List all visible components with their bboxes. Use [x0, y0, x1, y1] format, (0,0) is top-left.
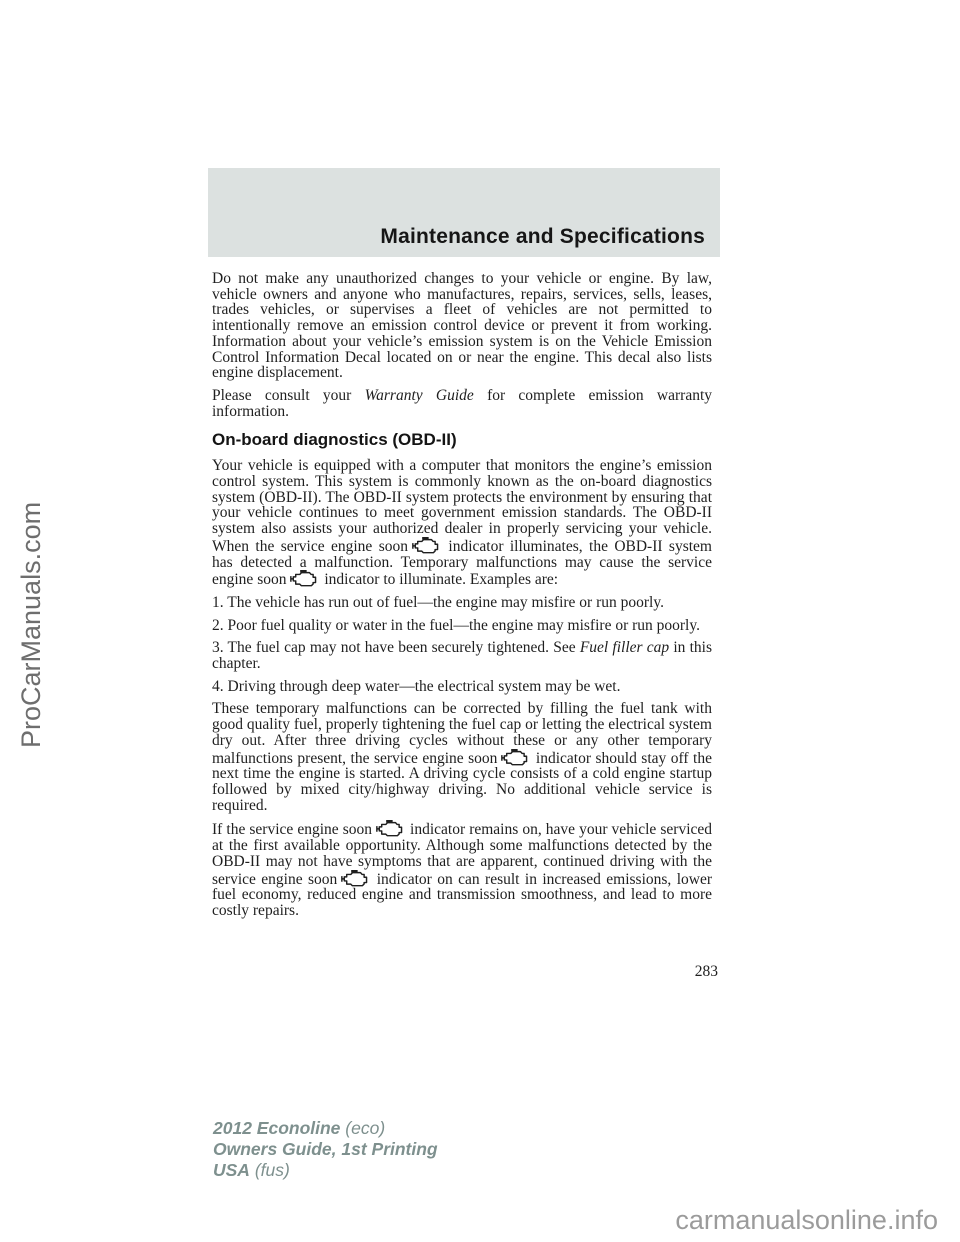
text-run: indicator should stay off the next time the engine is started. A driving cycle consists of a cold engine startup followed by mixed city/highway driving. No additional vehicle service is required. — [212, 749, 712, 814]
footer-region-code: (fus) — [254, 1160, 290, 1180]
text-run: If the service engine soon — [212, 821, 372, 839]
footer-model-code: (eco) — [345, 1118, 386, 1138]
page-number: 283 — [694, 963, 718, 980]
chapter-title: Maintenance and Specifications — [380, 225, 705, 248]
print-footer — [213, 1118, 438, 1181]
page-content — [212, 271, 712, 926]
paragraph — [212, 458, 712, 588]
text-run: On-board diagnostics (OBD-II) — [212, 430, 457, 450]
footer-model: 2012 Econoline — [213, 1118, 341, 1138]
text-run: 1. The vehicle has run out of fuel—the engine may misfire or run poorly. — [212, 593, 664, 611]
text-run: 2. Poor fuel quality or water in the fuel—the engine may misfire or run poorly. — [212, 616, 700, 634]
text-run: indicator remains on, have your vehicle serviced at the first available opportunity. Although some malfunctions detected by the OBD-II may not have symptoms that are apparent, continued driving with the service engine soon — [212, 821, 713, 888]
check-engine-icon — [340, 870, 368, 887]
paragraph — [212, 271, 712, 381]
paragraph — [212, 388, 712, 419]
paragraph — [212, 595, 712, 611]
paragraph — [212, 640, 712, 671]
footer-line-region — [213, 1160, 438, 1181]
text-run: 3. The fuel cap may not have been securely tightened. See — [212, 639, 580, 657]
paragraph — [212, 679, 712, 695]
paragraph — [212, 820, 712, 918]
footer-line-guide — [213, 1139, 438, 1160]
paragraph — [212, 618, 712, 634]
check-engine-icon — [411, 537, 439, 554]
check-engine-icon — [375, 820, 403, 837]
italic-text-run: Fuel filler cap — [579, 639, 670, 657]
check-engine-icon — [289, 570, 317, 587]
text-run: These temporary malfunctions can be corrected by filling the fuel tank with good quality fuel, properly tightening the fuel cap or letting the electrical system dry out. After three driving cycles without these or any other temporary malfunctions present, the service engine soon — [212, 700, 712, 767]
watermark-procarmanuals: ProCarManuals.com — [16, 501, 46, 748]
text-run: in this chapter. — [212, 639, 713, 673]
text-run: 4. Driving through deep water—the electrical system may be wet. — [212, 677, 621, 695]
paragraph — [212, 701, 712, 813]
text-run: Do not make any unauthorized changes to your vehicle or engine. By law, vehicle owners and anyone who manufactures, repairs, services, sells, leases, trades vehicles, or supervises a fleet of vehicles are not permitted to intentionally remove an emission control device or prevent it from working. Information about your vehicle’s emission system is on the Vehicle Emission Control Information Decal located on or near the engine. This decal also lists engine displacement. — [212, 270, 712, 382]
footer-region: USA — [213, 1160, 250, 1180]
italic-text-run: Warranty Guide — [364, 386, 474, 404]
text-run: indicator on can result in increased emissions, lower fuel economy, reduced engine and transmission smoothness, and lead to more costly repairs. — [212, 870, 712, 919]
text-run: indicator illuminates, the OBD-II system has detected a malfunction. Temporary malfunctions may cause the service engine soon — [212, 537, 712, 589]
section-heading — [212, 431, 712, 449]
chapter-header-bar — [208, 168, 720, 257]
watermark-carmanualsonline: carmanualsonline.info — [675, 1205, 938, 1235]
text-run: Your vehicle is equipped with a computer that monitors the engine’s emission control system. This system is commonly known as the on-board diagnostics system (OBD-II). The OBD-II system protects the environment by ensuring that your vehicle continues to meet government emission standards. The OBD-II system also assists your authorized dealer in properly servicing your vehicle. When the service engine soon — [212, 457, 712, 555]
footer-line-model — [213, 1118, 438, 1139]
check-engine-icon — [500, 749, 528, 766]
text-run: for complete emission warranty information. — [212, 386, 712, 420]
text-run: indicator to illuminate. Examples are: — [320, 571, 559, 589]
footer-guide: Owners Guide, 1st Printing — [213, 1139, 438, 1159]
text-run: Please consult your — [212, 386, 365, 404]
